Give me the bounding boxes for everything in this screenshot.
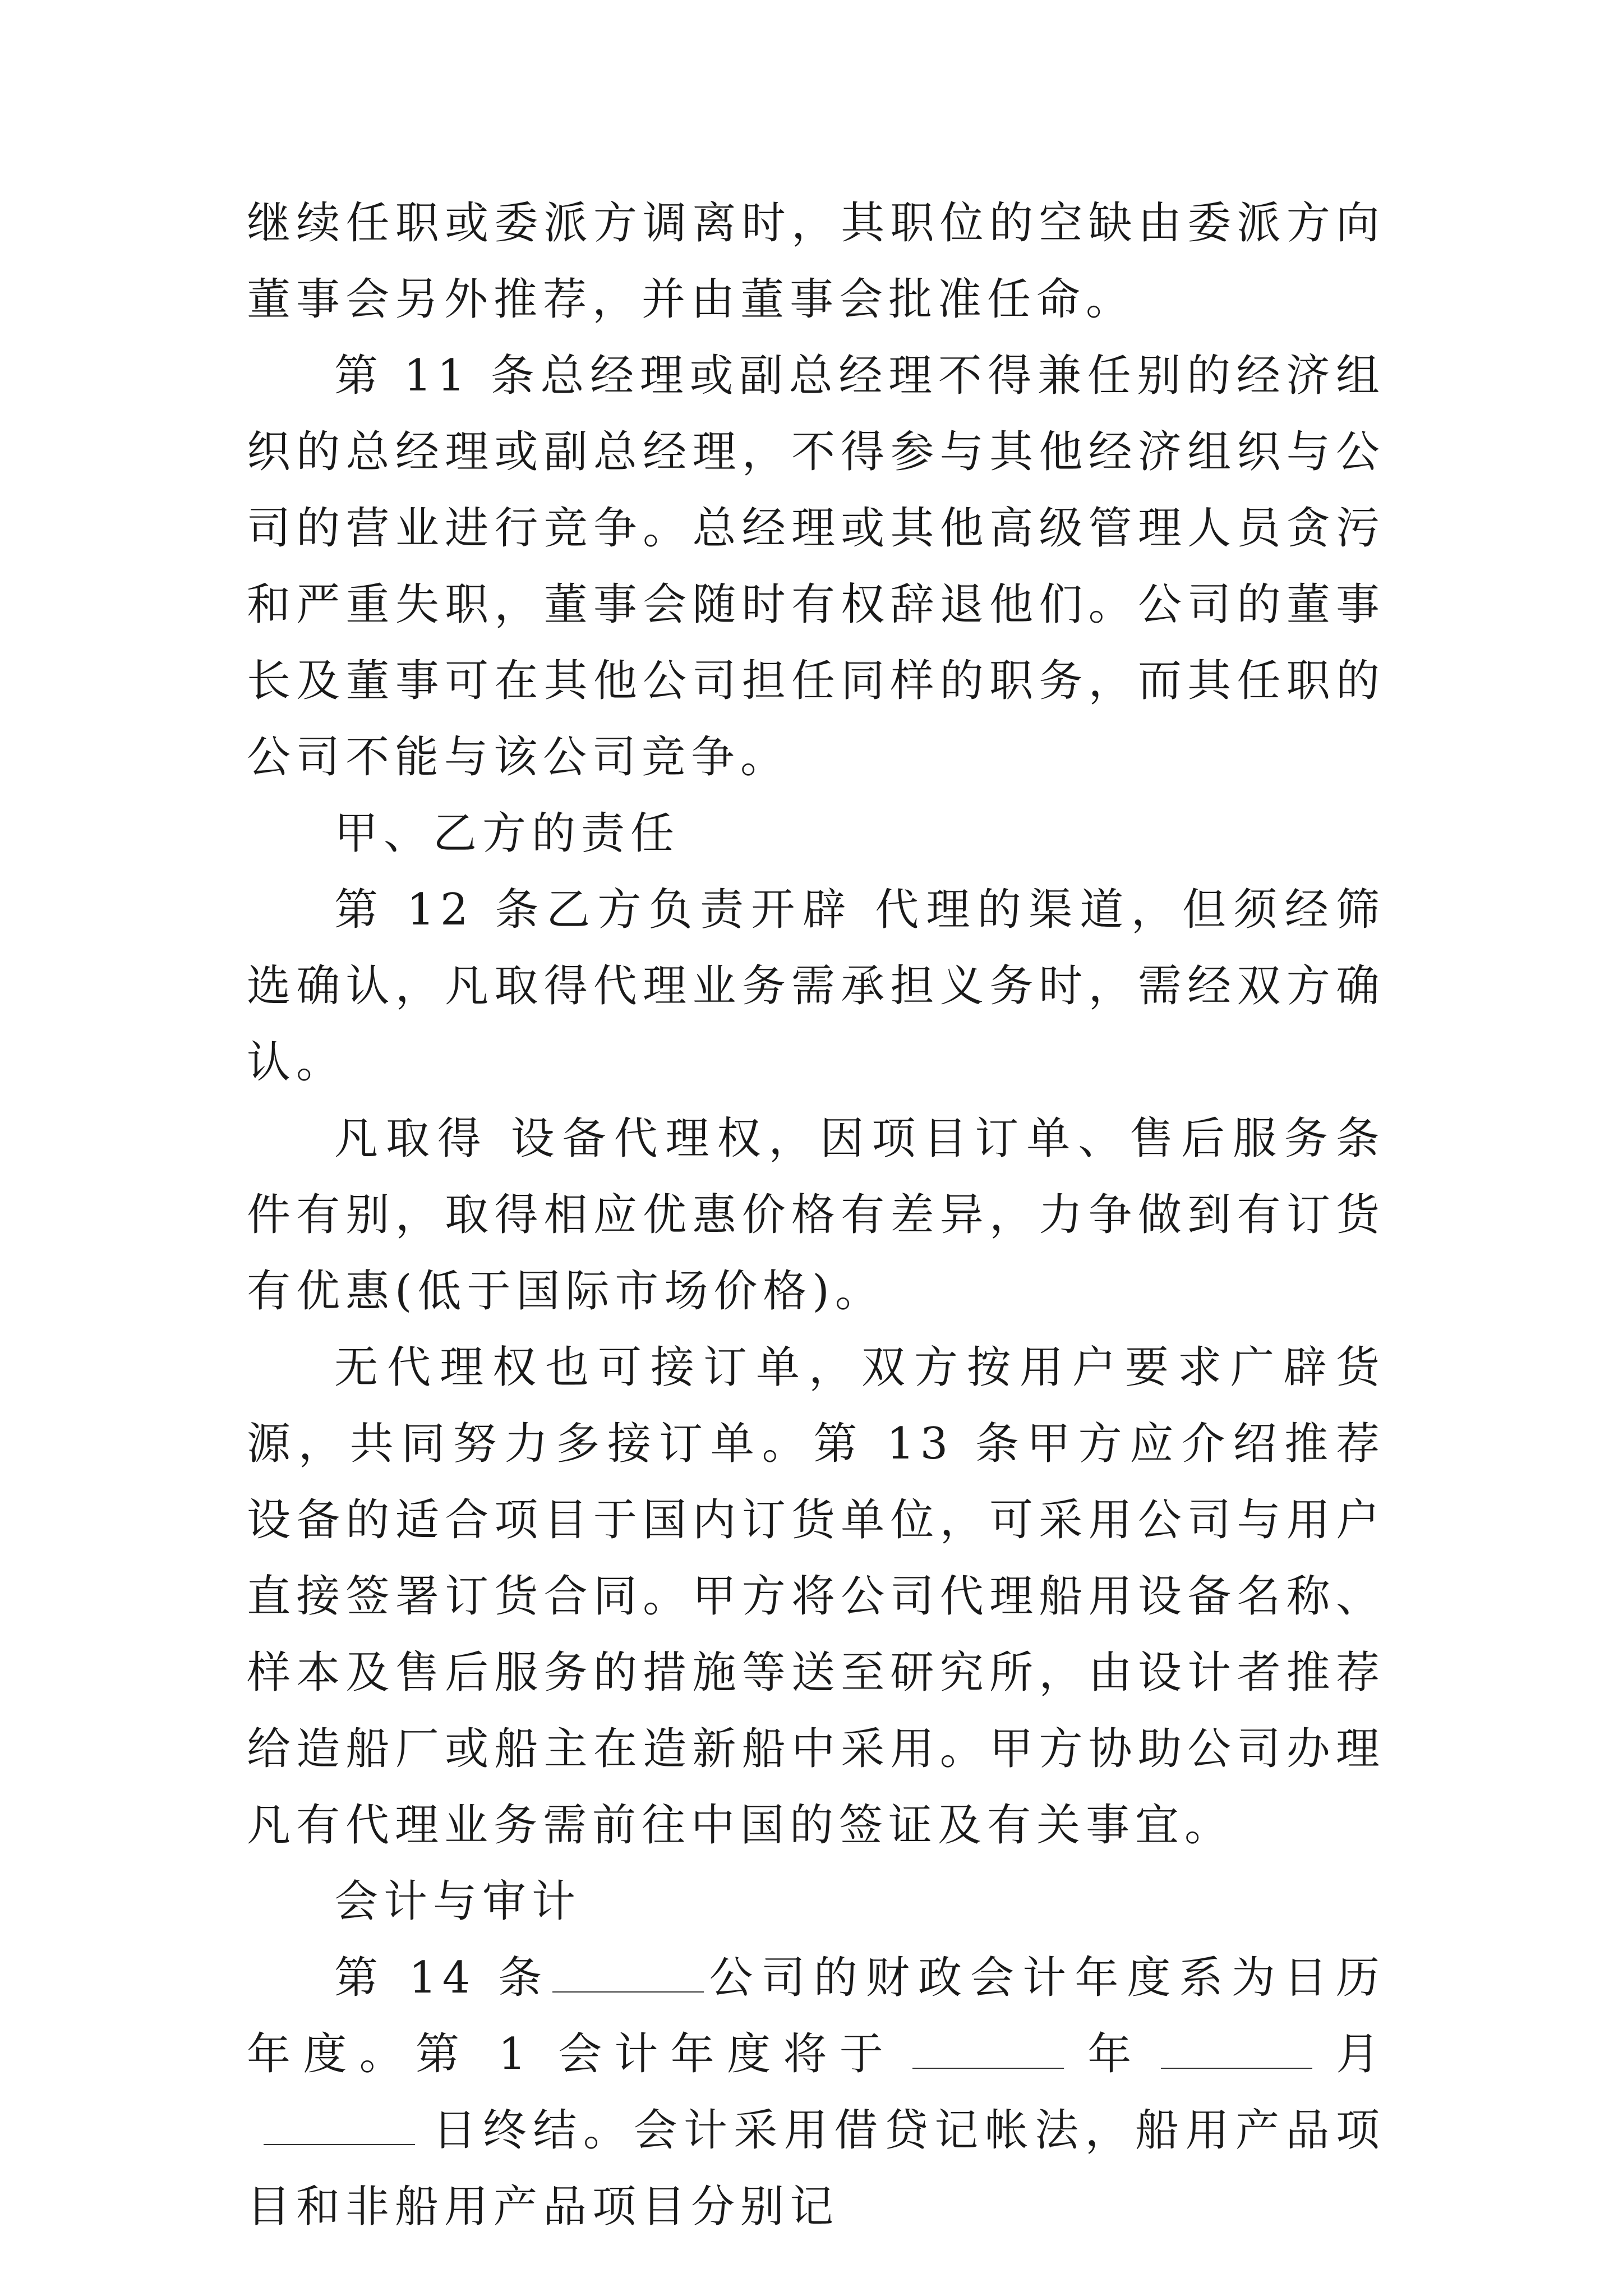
article-14-year-label: 年	[1081, 2029, 1144, 2079]
paragraph-article-14	[247, 1940, 1385, 2245]
section-heading-accounting: 会计与审计	[334, 1876, 582, 1927]
blank-day	[264, 2138, 415, 2145]
blank-month	[1161, 2062, 1312, 2069]
paragraph-article-13: 无代理权也可接订单，双方按用户要求广辟货源，共同努力多接订单。第 13 条甲方应介绍推荐 设备的适合项目于国内订货单位，可采用公司与用户直接签署订货合同。甲方将公司代理船用设备名称、样本及售后服务的措施等送至研究所，由设计者推荐给造船厂或船主在造新船中采用。甲方协助公司办理凡有代理业务需前往中国的签证及有关事宜。	[247, 1342, 1385, 1851]
document-page	[247, 185, 1385, 2245]
paragraph-article-12: 第 12 条乙方负责开辟 代理的渠道，但须经筛选确认，凡取得代理业务需承担义务时，需经双方确认。	[247, 885, 1385, 1088]
article-14-label: 第 14 条	[334, 1953, 551, 2003]
paragraph-agency-rights: 凡取得 设备代理权，因项目订单、售后服务条件有别，取得相应优惠价格有差异，力争做到有订货有优惠(低于国际市场价格)。	[247, 1114, 1385, 1317]
blank-company-name	[552, 1986, 704, 1993]
article-14-text-a: 公司的财政会计年度系为日历年度。第 1 会计年度将于	[247, 1953, 1385, 2079]
paragraph-article-11: 第 11 条总经理或副总经理不得兼任别的经济组织的总经理或副总经理，不得参与其他经济组织与公司的营业进行竞争。总经理或其他高级管理人员贪污和严重失职，董事会随时有权辞退他们。公司的董事长及董事可在其他公司担任同样的职务，而其任职的公司不能与该公司竞争。	[247, 351, 1385, 783]
article-14-month-label: 月	[1329, 2029, 1385, 2079]
article-14-text-b: 日终结。会计采用借贷记帐法，船用产品项目和非船用产品项目分别记	[247, 2105, 1385, 2232]
paragraph-continuation: 继续任职或委派方调离时，其职位的空缺由委派方向董事会另外推荐，并由董事会批准任命。	[247, 198, 1385, 325]
section-heading-responsibilities: 甲、乙方的责任	[334, 808, 680, 859]
blank-year	[912, 2062, 1064, 2069]
